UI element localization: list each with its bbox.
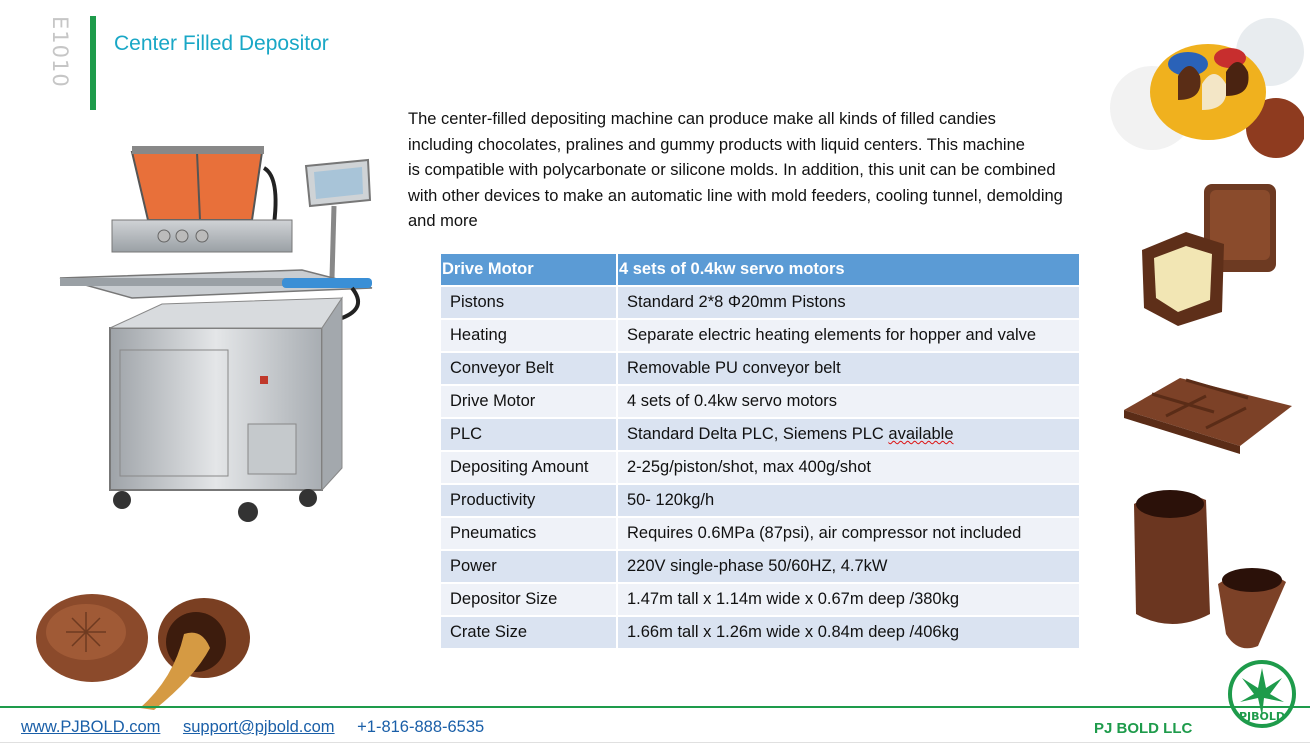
- table-cell-key: Conveyor Belt: [441, 353, 618, 386]
- table-row: [441, 419, 1079, 452]
- table-row: [441, 452, 1079, 485]
- table-cell-key: Depositor Size: [441, 584, 618, 617]
- chocolate-cups-image: [1126, 484, 1296, 656]
- chocolate-bar-image: [1120, 358, 1296, 458]
- phone-number: +1-816-888-6535: [357, 718, 485, 736]
- table-cell-value: Requires 0.6MPa (87psi), air compressor not included: [618, 518, 1079, 551]
- svg-text:PJBOLD: PJBOLD: [1238, 710, 1286, 723]
- table-cell-key: Power: [441, 551, 618, 584]
- table-cell-value: [618, 419, 1079, 452]
- table-row: [441, 386, 1079, 419]
- description-line: and more: [408, 212, 478, 230]
- plc-value-text: Standard Delta PLC, Siemens PLC: [627, 425, 889, 443]
- pjbold-logo: [1226, 658, 1298, 738]
- title-accent-bar: [90, 16, 96, 110]
- description-line: is compatible with polycarbonate or silicone molds. In addition, this unit can be combined: [408, 161, 1056, 179]
- website-link[interactable]: www.PJBOLD.com: [21, 718, 161, 736]
- truffles-image: [1108, 16, 1304, 166]
- table-cell-key: Heating: [441, 320, 618, 353]
- spellcheck-flagged-word: available: [888, 425, 954, 443]
- table-cell-value: 1.47m tall x 1.14m wide x 0.67m deep /380kg: [618, 584, 1079, 617]
- table-header-value: 4 sets of 0.4kw servo motors: [618, 254, 1079, 287]
- table-cell-value: 2-25g/piston/shot, max 400g/shot: [618, 452, 1079, 485]
- table-row: [441, 320, 1079, 353]
- table-row: [441, 617, 1079, 650]
- email-link[interactable]: support@pjbold.com: [182, 718, 335, 736]
- table-cell-value: 50- 120kg/h: [618, 485, 1079, 518]
- table-cell-value: 220V single-phase 50/60HZ, 4.7kW: [618, 551, 1079, 584]
- table-cell-value: 4 sets of 0.4kw servo motors: [618, 386, 1079, 419]
- table-header-row: [441, 254, 1079, 287]
- depositor-machine-image: [52, 128, 382, 528]
- table-cell-value: Separate electric heating elements for hopper and valve: [618, 320, 1079, 353]
- spec-table: [441, 254, 1079, 650]
- chocolate-cubes-image: [1134, 180, 1282, 330]
- table-cell-key: Pistons: [441, 287, 618, 320]
- footer-contacts: [21, 718, 484, 737]
- table-cell-key: Crate Size: [441, 617, 618, 650]
- footer-bottom-rule: [0, 742, 1310, 743]
- table-cell-value: Removable PU conveyor belt: [618, 353, 1079, 386]
- description: [408, 107, 1128, 235]
- table-cell-key: Productivity: [441, 485, 618, 518]
- table-row: [441, 584, 1079, 617]
- table-row: [441, 551, 1079, 584]
- product-code: E1010: [48, 16, 72, 88]
- table-row: [441, 485, 1079, 518]
- table-cell-key: Depositing Amount: [441, 452, 618, 485]
- table-row: [441, 518, 1079, 551]
- company-name: PJ BOLD LLC: [1094, 720, 1193, 737]
- table-cell-value: Standard 2*8 Φ20mm Pistons: [618, 287, 1079, 320]
- chocolate-egg-image: [34, 588, 252, 712]
- table-row: [441, 353, 1079, 386]
- description-line: The center-filled depositing machine can produce make all kinds of filled candies: [408, 110, 996, 128]
- table-row: [441, 287, 1079, 320]
- table-cell-value: 1.66m tall x 1.26m wide x 0.84m deep /406kg: [618, 617, 1079, 650]
- table-header-key: Drive Motor: [441, 254, 618, 287]
- table-cell-key: Drive Motor: [441, 386, 618, 419]
- table-cell-key: Pneumatics: [441, 518, 618, 551]
- table-cell-key: PLC: [441, 419, 618, 452]
- page-title: Center Filled Depositor: [114, 32, 329, 55]
- description-line: with other devices to make an automatic line with mold feeders, cooling tunnel, demolding: [408, 186, 1063, 205]
- footer-divider: [0, 706, 1310, 708]
- description-line: including chocolates, pralines and gummy products with liquid centers. This machine: [408, 135, 1025, 154]
